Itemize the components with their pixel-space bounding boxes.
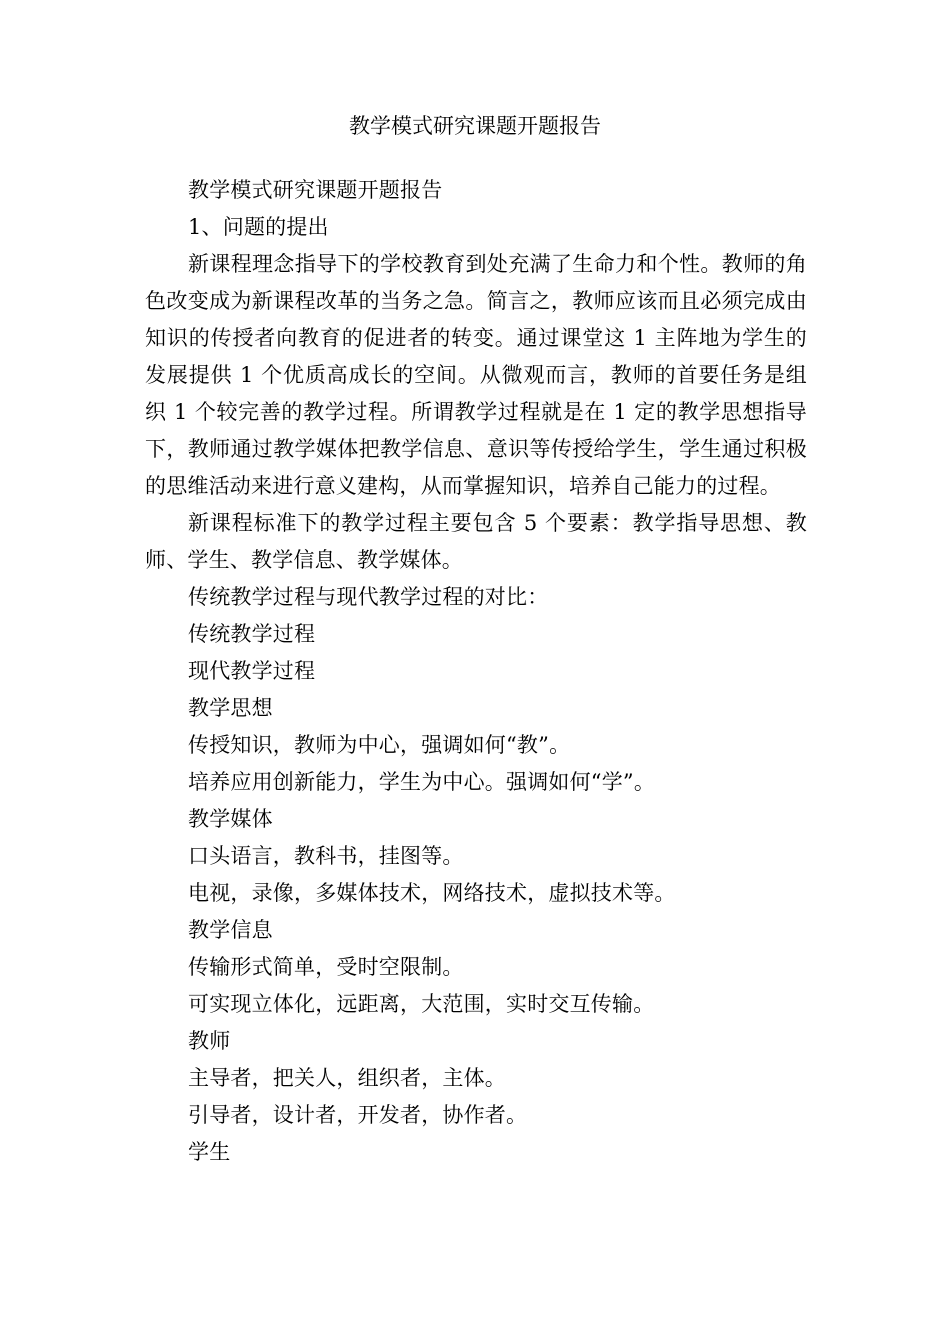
paragraph-comparison-intro: 传统教学过程与现代教学过程的对比： (188, 585, 549, 609)
comparison-cell-media-modern: 电视，录像，多媒体技术，网络技术，虚拟技术等。 (188, 881, 676, 905)
document-body (145, 172, 807, 1171)
comparison-cell-info-modern: 可实现立体化，远距离，大范围，实时交互传输。 (188, 992, 655, 1016)
paragraph-heading-repeat: 教学模式研究课题开题报告 (188, 178, 443, 202)
comparison-row-teacher: 教师 (188, 1029, 231, 1053)
paragraph-five-elements: 新课程标准下的教学过程主要包含 5 个要素：教学指导思想、教师、学生、教学信息、教学媒体。 (145, 511, 807, 572)
comparison-row-thought: 教学思想 (188, 696, 273, 720)
comparison-row-media: 教学媒体 (188, 807, 273, 831)
comparison-cell-info-traditional: 传输形式简单，受时空限制。 (188, 955, 464, 979)
section-heading-problem: 1、问题的提出 (188, 215, 329, 239)
comparison-row-info: 教学信息 (188, 918, 273, 942)
comparison-cell-thought-modern: 培养应用创新能力，学生为中心。强调如何“学”。 (188, 770, 656, 794)
comparison-row-student: 学生 (188, 1140, 231, 1164)
comparison-cell-teacher-traditional: 主导者，把关人，组织者，主体。 (188, 1066, 506, 1090)
comparison-col-traditional: 传统教学过程 (188, 622, 316, 646)
comparison-col-modern: 现代教学过程 (188, 659, 316, 683)
comparison-cell-teacher-modern: 引导者，设计者，开发者，协作者。 (188, 1103, 528, 1127)
paragraph-new-curriculum: 新课程理念指导下的学校教育到处充满了生命力和个性。教师的角色改变成为新课程改革的当务之急。简言之，教师应该而且必须完成由知识的传授者向教育的促进者的转变。通过课堂这 1 主阵地为学生的发展提供 1 个优质高成长的空间。从微观而言，教师的首要任务是组织 1 个较完善的教学过程。所谓教学过程就是在 1 定的教学思想指导下，教师通过教学媒体把教学信息、意识等传授给学生，学生通过积极的思维活动来进行意义建构，从而掌握知识，培养自己能力的过程。 (145, 252, 807, 498)
comparison-cell-thought-traditional: 传授知识，教师为中心，强调如何“教”。 (188, 733, 571, 757)
comparison-cell-media-traditional: 口头语言，教科书，挂图等。 (188, 844, 464, 868)
document-title: 教学模式研究课题开题报告 (349, 114, 601, 138)
